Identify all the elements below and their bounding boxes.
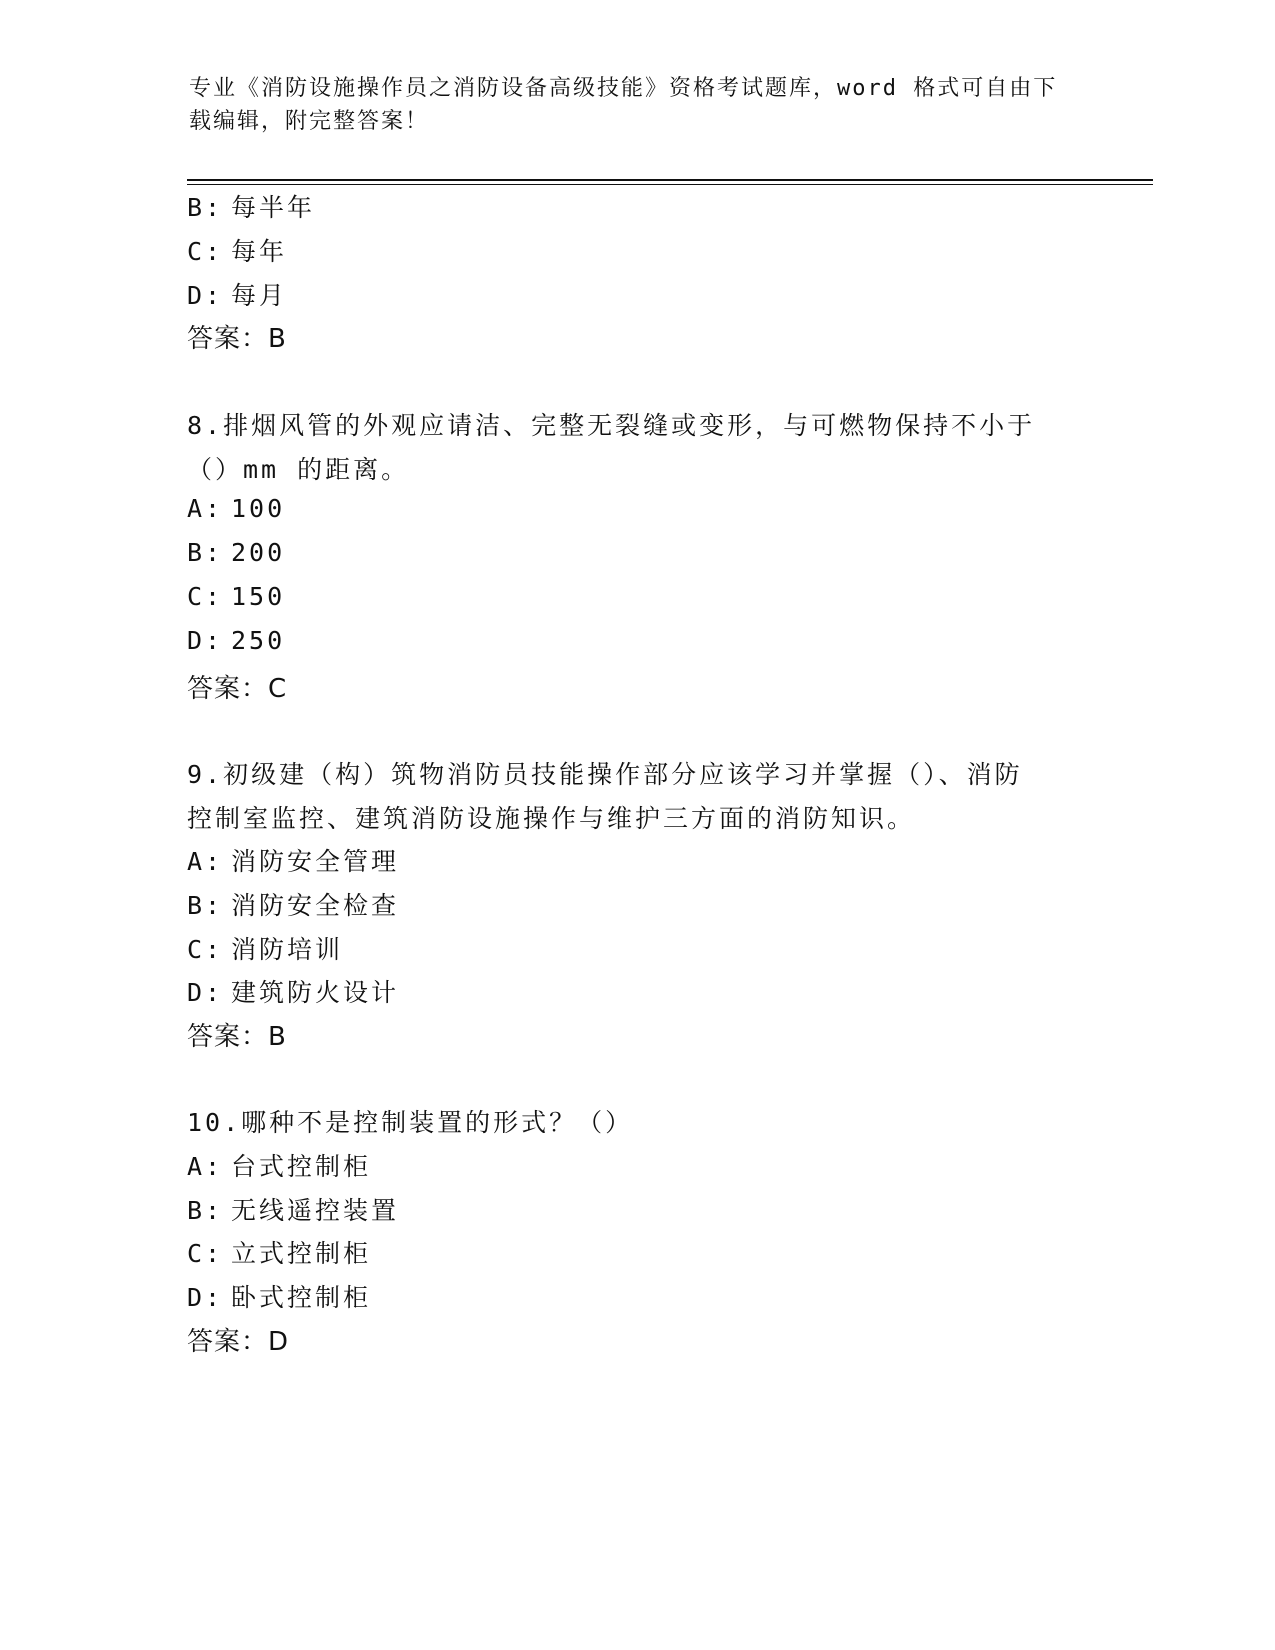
header-line-1: 专业《消防设施操作员之消防设备高级技能》资格考试题库，word 格式可自由下: [189, 76, 1058, 101]
answer-label: 答案：B: [187, 324, 287, 354]
question-8-option-d: D: 250: [187, 626, 286, 655]
question-9-stem-line-1: 9.初级建（构）筑物消防员技能操作部分应该学习并掌握（）、消防: [187, 760, 1023, 789]
header-rule-thick: [187, 179, 1153, 181]
question-9-option-b: B: 消防安全检查: [187, 891, 400, 920]
option-d: D: 每月: [187, 281, 288, 310]
question-10-option-c: C: 立式控制柜: [187, 1239, 372, 1268]
question-8-option-c: C: 150: [187, 582, 286, 611]
option-b: B: 每半年: [187, 193, 316, 222]
question-9-option-c: C: 消防培训: [187, 935, 344, 964]
document-header: [189, 72, 1069, 138]
header-line-2: 载编辑，附完整答案！: [189, 109, 430, 134]
question-9-option-d: D: 建筑防火设计: [187, 978, 400, 1007]
question-10-option-b: B: 无线遥控装置: [187, 1196, 400, 1225]
question-9-stem-line-2: 控制室监控、建筑消防设施操作与维护三方面的消防知识。: [187, 804, 916, 833]
question-10-stem: 10.哪种不是控制装置的形式？（）: [187, 1108, 634, 1137]
question-8-option-b: B: 200: [187, 538, 286, 567]
question-8-option-a: A: 100: [187, 494, 286, 523]
question-10-option-a: A: 台式控制柜: [187, 1152, 372, 1181]
question-9-option-a: A: 消防安全管理: [187, 847, 400, 876]
question-10-answer: 答案：D: [187, 1327, 290, 1357]
header-rule-thin: [187, 184, 1153, 185]
question-8-answer: 答案：C: [187, 674, 288, 704]
question-8-stem-line-2: （）mm 的距离。: [187, 455, 410, 484]
question-9-answer: 答案：B: [187, 1022, 287, 1052]
option-c: C: 每年: [187, 237, 288, 266]
question-8-stem-line-1: 8.排烟风管的外观应请洁、完整无裂缝或变形，与可燃物保持不小于: [187, 411, 1036, 440]
question-10-option-d: D: 卧式控制柜: [187, 1283, 372, 1312]
